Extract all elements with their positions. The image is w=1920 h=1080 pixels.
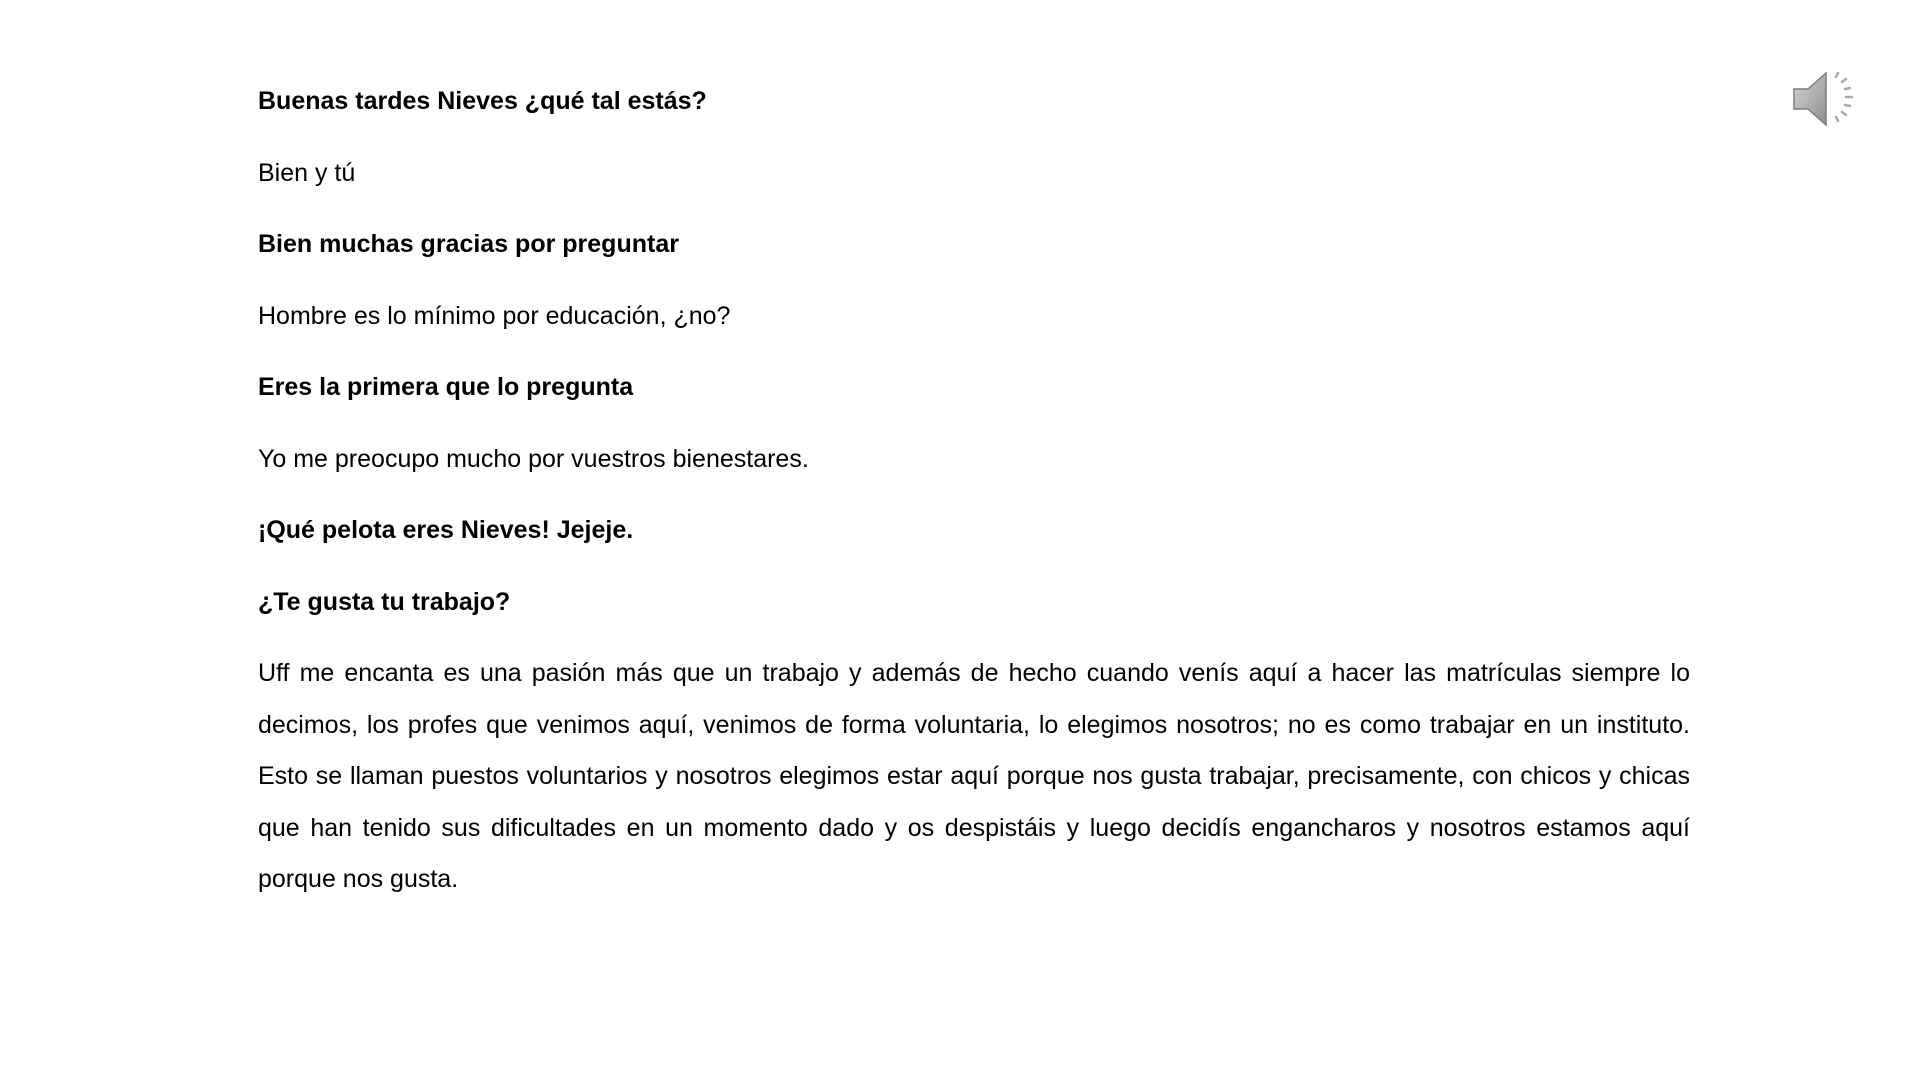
dialogue-line-3: Bien muchas gracias por preguntar <box>258 230 679 258</box>
speaker-icon[interactable] <box>1790 65 1862 133</box>
dialogue-line-6: Yo me preocupo mucho por vuestros bienestares. <box>258 444 809 473</box>
speaker-icon-graphic <box>1790 65 1862 133</box>
dialogue-line-8: ¿Te gusta tu trabajo? <box>258 587 511 616</box>
answer-paragraph: Uff me encanta es una pasión más que un trabajo y además de hecho cuando venís aquí a hacer las matrículas siempre lo decimos, los profes que venimos aquí, venimos de forma voluntaria, lo elegimos nosotros; no es como trabajar en un instituto. Esto se llaman puestos voluntarios y nosotros elegimos estar aquí porque nos gusta trabajar, precisamente, con chicos y chicas que han tenido sus dificultades en un momento dado y os despistáis y luego decidís engancharos y nosotros estamos aquí porque nos gusta. <box>258 659 1690 893</box>
dialogue-line-5: Eres la primera que lo pregunta <box>258 373 634 401</box>
dialogue-line-2: Bien y tú <box>258 158 356 187</box>
dialogue-line-4: Hombre es lo mínimo por educación, ¿no? <box>258 301 731 330</box>
dialogue-line-1: Buenas tardes Nieves ¿qué tal estás? <box>258 87 707 115</box>
dialogue-content <box>258 83 1690 906</box>
dialogue-line-7: ¡Qué pelota eres Nieves! Jejeje. <box>258 516 634 544</box>
